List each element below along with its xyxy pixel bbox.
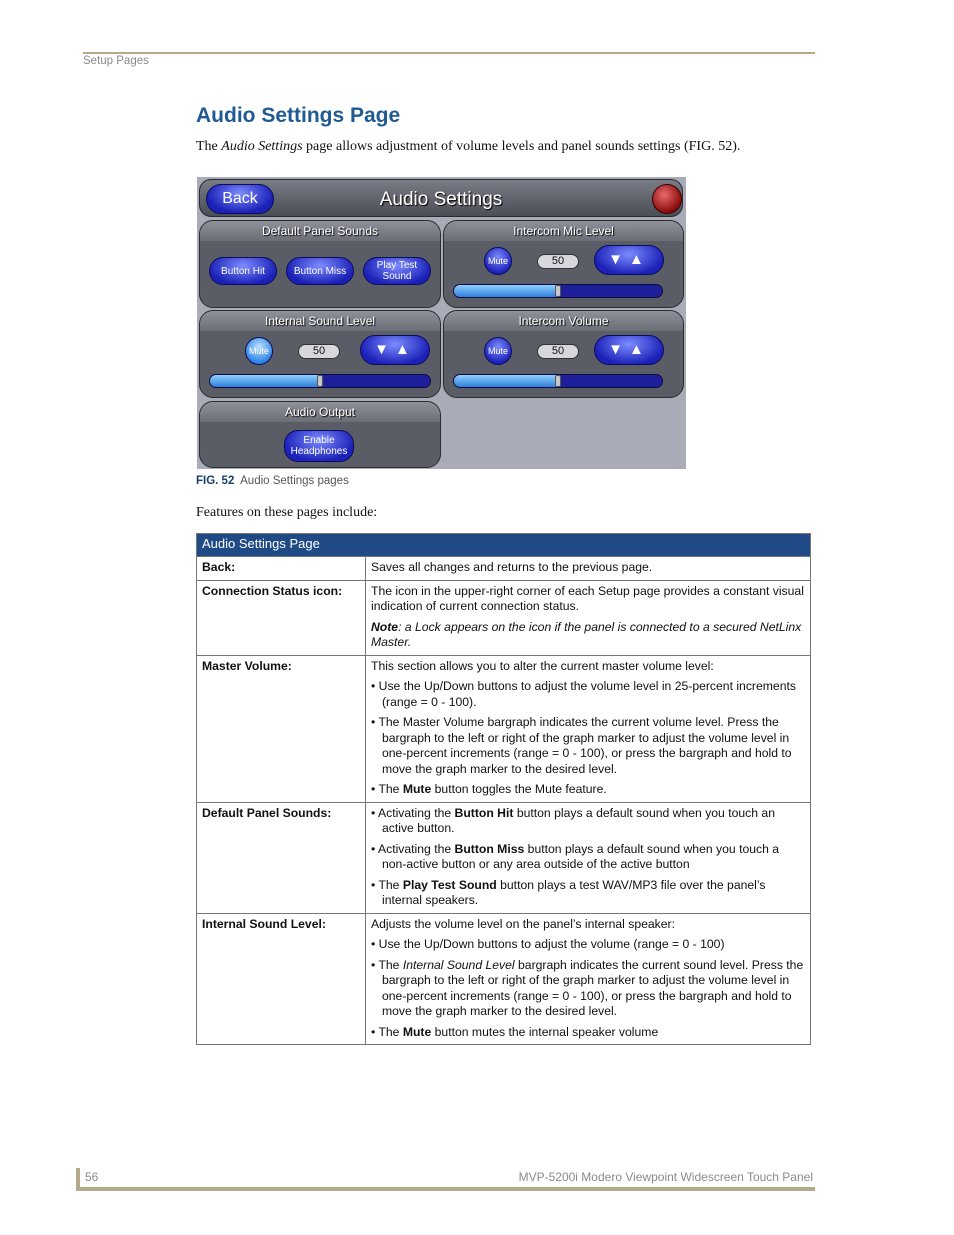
bargraph-marker[interactable] <box>555 375 561 387</box>
table-row: Connection Status icon: The icon in the upper-right corner of each Setup page provides a constant visual indication of current connection status. Note: a Lock appears on the icon if the panel is connected to a secured NetLinx Master. <box>197 580 811 655</box>
screen-header <box>199 179 683 217</box>
group-label: Internal Sound Level <box>200 311 440 331</box>
bargraph-fill <box>210 375 320 387</box>
button-hit-button[interactable]: Button Hit <box>209 257 277 285</box>
group-label: Intercom Mic Level <box>444 221 683 241</box>
header-rule <box>83 52 815 54</box>
mic-level-value: 50 <box>537 254 579 269</box>
features-intro: Features on these pages include: <box>196 505 378 520</box>
back-button[interactable]: Back <box>206 184 274 214</box>
mic-level-updown-buttons[interactable]: ▼▲ <box>594 245 664 275</box>
enable-headphones-button[interactable]: Enable Headphones <box>284 430 354 462</box>
intro-paragraph: The Audio Settings page allows adjustment of volume levels and panel sounds settings (FIG. 52). <box>196 139 741 154</box>
table-row: Internal Sound Level: Adjusts the volume level on the panel’s internal speaker: • Use the Up/Down buttons to adjust the volume (range = 0 - 100) • The Internal Sound Level bargraph indicates the current sound level. Press the bargraph to the left or right of the graph marker to adjust the volume level in one-percent increments (range = 0 - 100), or press the bargraph and hold to move the graph marker to the desired level. • The Mute button mutes the internal speaker volume <box>197 913 811 1045</box>
intercom-mute-button[interactable]: Mute <box>484 337 512 365</box>
intercom-mic-level-group <box>443 220 684 308</box>
table-row: Master Volume: This section allows you to alter the current master volume level: • Use the Up/Down buttons to adjust the volume level in 25-percent increments (range = 0 - 100). • The Master Volume bargraph indicates the current volume level. Press the bargraph to the left or right of the graph marker to adjust the volume level in one-percent increments (range = 0 - 100), or press the bargraph and hold to move the graph marker to the desired level. • The Mute button toggles the Mute feature. <box>197 655 811 802</box>
bargraph-marker[interactable] <box>317 375 323 387</box>
intercom-volume-group <box>443 310 684 398</box>
intercom-volume-bargraph[interactable] <box>453 374 663 388</box>
audio-output-group <box>199 401 441 468</box>
footer-rule <box>76 1187 815 1191</box>
figure-caption: FIG. 52 Audio Settings pages <box>196 475 349 487</box>
internal-mute-button[interactable]: Mute <box>245 337 273 365</box>
group-label: Audio Output <box>200 402 440 422</box>
table-row: Back: Saves all changes and returns to the previous page. <box>197 557 811 581</box>
bargraph-marker[interactable] <box>555 285 561 297</box>
internal-level-bargraph[interactable] <box>209 374 431 388</box>
bargraph-fill <box>454 285 558 297</box>
mic-mute-button[interactable]: Mute <box>484 247 512 275</box>
features-table <box>196 533 811 1045</box>
bargraph-fill <box>454 375 558 387</box>
table-row: Default Panel Sounds: • Activating the Button Hit button plays a default sound when you touch an active button. • Activating the Button Miss button plays a default sound when you touch a non-active button or any area outside of the active button • The Play Test Sound button plays a test WAV/MP3 file over the panel’s internal speakers. <box>197 802 811 913</box>
internal-sound-level-group <box>199 310 441 398</box>
intercom-volume-value: 50 <box>537 344 579 359</box>
group-label: Default Panel Sounds <box>200 221 440 241</box>
button-miss-button[interactable]: Button Miss <box>286 257 354 285</box>
play-test-sound-button[interactable]: Play Test Sound <box>363 257 431 285</box>
audio-settings-screenshot <box>197 177 686 469</box>
page-number: 56 <box>85 1170 99 1184</box>
connection-status-icon[interactable] <box>652 184 682 214</box>
table-header: Audio Settings Page <box>197 534 811 557</box>
page-title: Audio Settings Page <box>196 104 401 127</box>
internal-level-value: 50 <box>298 344 340 359</box>
mic-level-bargraph[interactable] <box>453 284 663 298</box>
default-panel-sounds-group <box>199 220 441 308</box>
document-title: MVP-5200i Modero Viewpoint Widescreen Touch Panel <box>518 1170 813 1184</box>
internal-level-updown-buttons[interactable]: ▼▲ <box>360 335 430 365</box>
intercom-volume-updown-buttons[interactable]: ▼▲ <box>594 335 664 365</box>
screen-title: Audio Settings <box>379 189 503 210</box>
section-label: Setup Pages <box>83 55 149 67</box>
group-label: Intercom Volume <box>444 311 683 331</box>
